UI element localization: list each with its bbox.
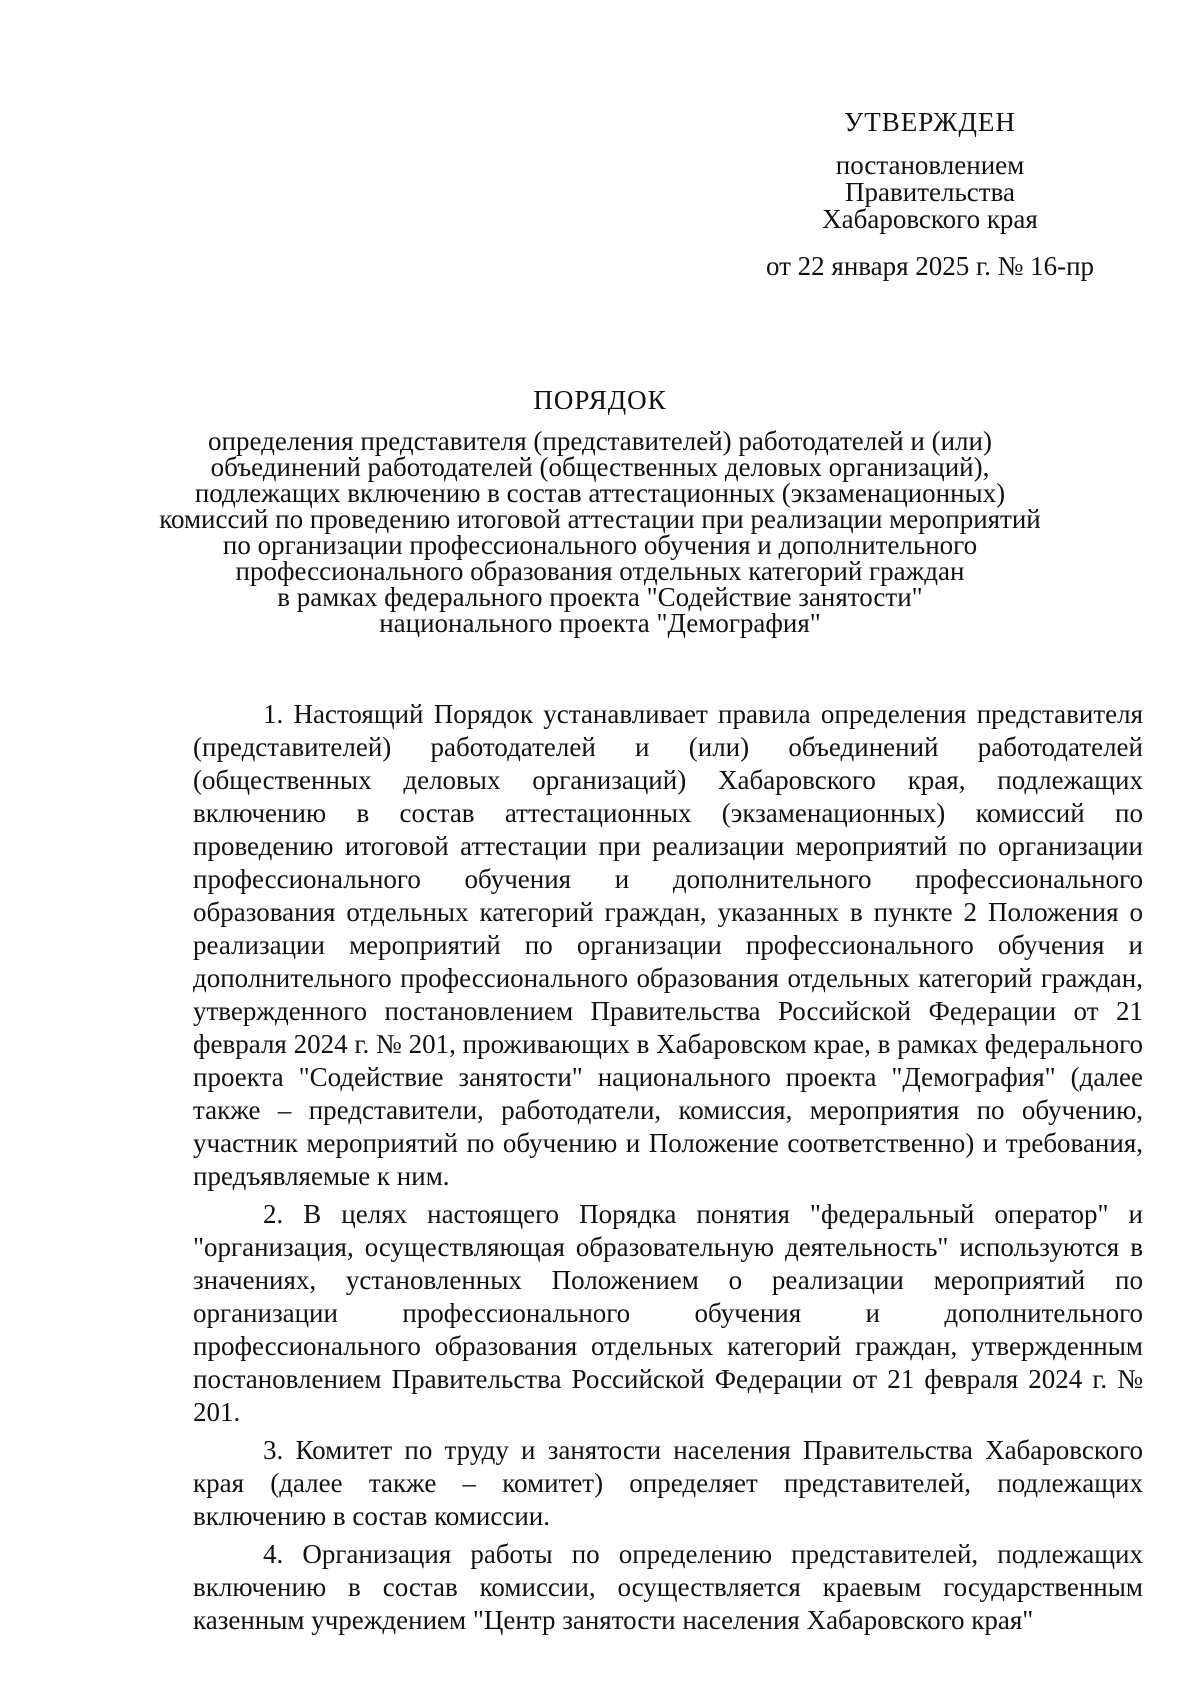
subtitle-line: объединений работодателей (общественных деловых организаций),	[210, 452, 990, 482]
subtitle-line: национального проекта "Демография"	[379, 608, 821, 638]
subtitle-line: определения представителя (представителей) работодателей и (или)	[208, 426, 992, 456]
paragraph-3: 3. Комитет по труду и занятости населения Правительства Хабаровского края (далее также – комитет) определяет представителей, подлежащих включению в состав комиссии.	[193, 1435, 1143, 1531]
approval-date: от 22 января 2025 г. № 16-пр	[765, 250, 1095, 281]
paragraph-2: 2. В целях настоящего Порядка понятия "федеральный оператор" и "организация, осуществляющая образовательную деятельность" используются в значениях, установленных Положением о реализации мероприятий по организации профессионального обучения и дополнительного профессионального образования отдельных категорий граждан, утвержденным постановлением Правительства Российской Федерации от 21 февраля 2024 г. № 201.	[193, 1199, 1143, 1427]
approval-line: постановлением	[835, 149, 1025, 180]
document-body	[193, 698, 1143, 1637]
subtitle-line: комиссий по проведению итоговой аттестации при реализации мероприятий	[159, 504, 1041, 534]
document-title: ПОРЯДОК	[533, 385, 667, 415]
approval-stamp: УТВЕРЖДЕН	[844, 107, 1016, 137]
paragraph-1: 1. Настоящий Порядок устанавливает правила определения представителя (представителей) работодателей и (или) объединений работодателей (общественных деловых организаций) Хабаровского края, подлежащих включению в состав аттестационных (экзаменационных) комиссий по проведению итоговой аттестации при реализации мероприятий по организации профессионального обучения и дополнительного профессионального образования отдельных категорий граждан, указанных в пункте 2 Положения о реализации мероприятий по организации профессионального обучения и дополнительного профессионального образования отдельных категорий граждан, утвержденного постановлением Правительства Российской Федерации от 21 февраля 2024 г. № 201, проживающих в Хабаровском крае, в рамках федерального проекта "Содействие занятости" национального проекта "Демография" (далее также – представители, работодатели, комиссия, мероприятия по обучению, участник мероприятий по обучению и Положение соответственно) и требования, предъявляемые к ним.	[193, 699, 1143, 1191]
paragraph-4: 4. Организация работы по определению представителей, подлежащих включению в состав комиссии, осуществляется краевым государственным казенным учреждением "Центр занятости населения Хабаровского края"	[193, 1539, 1143, 1635]
approval-line: Хабаровского края	[822, 203, 1038, 234]
subtitle-line: профессионального образования отдельных категорий граждан	[235, 556, 965, 586]
subtitle-line: по организации профессионального обучения и дополнительного	[222, 530, 978, 560]
subtitle-line: в рамках федерального проекта "Содействие занятости"	[277, 582, 923, 612]
document-subtitle	[150, 428, 1050, 636]
approval-block	[760, 108, 1100, 282]
approval-line: Правительства	[845, 176, 1015, 207]
subtitle-line: подлежащих включению в состав аттестационных (экзаменационных)	[194, 478, 1006, 508]
